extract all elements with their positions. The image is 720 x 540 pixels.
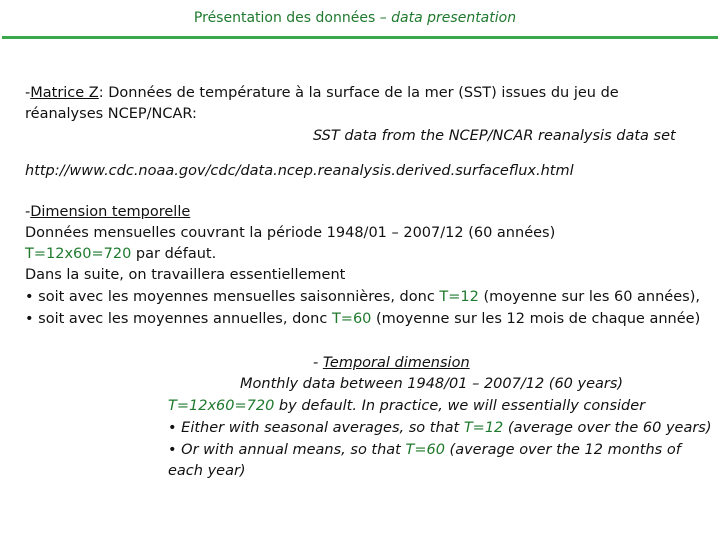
matrix-line-2: réanalyses NCEP/NCAR:: [25, 106, 197, 122]
header-divider: [2, 36, 718, 39]
title-french: Présentation des données: [193, 10, 376, 26]
matrix-english: SST data from the NCEP/NCAR reanalysis data set: [313, 128, 676, 144]
temporal-en-line-2: T=12x60=720 by default. In practice, we will essentially consider: [168, 398, 646, 414]
temporal-fr-line-2: T=12x60=720 par défaut.: [25, 246, 217, 262]
temporal-en-bullet-2: • Or with annual means, so that T=60 (average over the 12 months of: [168, 442, 681, 458]
page-title: [0, 10, 710, 26]
title-separator: –: [375, 10, 392, 26]
temporal-en-bullet-2-cont: each year): [168, 463, 246, 479]
temporal-fr-bullet-1: • soit avec les moyennes mensuelles saisonnières, donc T=12 (moyenne sur les 60 années),: [25, 289, 700, 305]
temporal-en-bullet-1: • Either with seasonal averages, so that T=12 (average over the 60 years): [168, 420, 712, 436]
temporal-fr-line-1: Données mensuelles couvrant la période 1948/01 – 2007/12 (60 années): [25, 225, 556, 241]
matrix-label: Matrice Z: [30, 85, 99, 101]
temporal-en-line-1: Monthly data between 1948/01 – 2007/12 (60 years): [240, 376, 624, 392]
data-url: http://www.cdc.noaa.gov/cdc/data.ncep.reanalysis.derived.surfaceflux.html: [25, 163, 574, 179]
temporal-heading-en: - Temporal dimension: [313, 355, 470, 371]
temporal-heading-fr: -Dimension temporelle: [25, 204, 191, 220]
title-english: data presentation: [391, 10, 517, 26]
matrix-line-1: -Matrice Z: Données de température à la surface de la mer (SST) issues du jeu de: [25, 85, 619, 101]
temporal-fr-line-3: Dans la suite, on travaillera essentiellement: [25, 267, 346, 283]
temporal-fr-bullet-2: • soit avec les moyennes annuelles, donc T=60 (moyenne sur les 12 mois de chaque année): [25, 311, 701, 327]
